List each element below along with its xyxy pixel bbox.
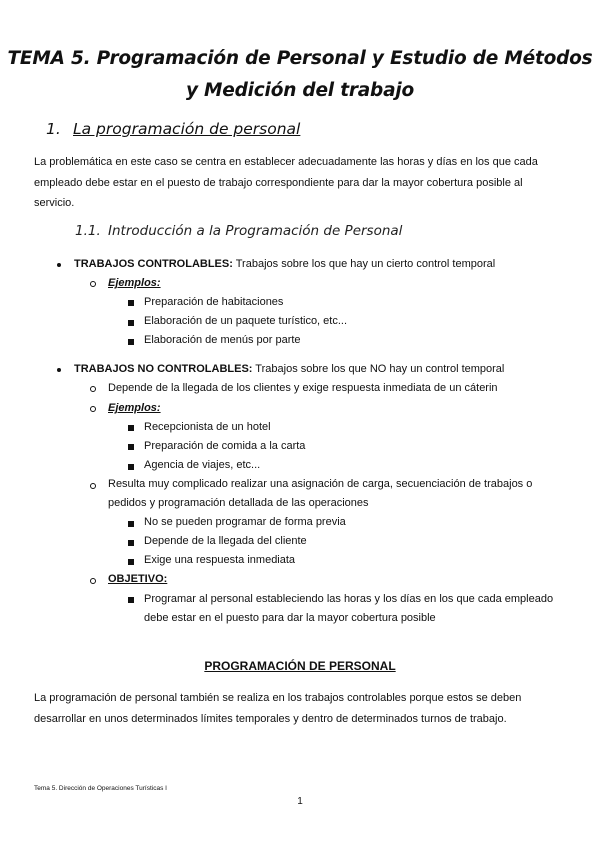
no-controlables-line <box>74 363 504 375</box>
no-controlables-ejemplo-item: Preparación de comida a la carta <box>144 440 306 452</box>
bullet-circle-icon <box>90 386 96 392</box>
bullet-square-icon <box>128 540 134 546</box>
resulta-item: No se pueden programar de forma previa <box>144 516 346 528</box>
programacion-heading: PROGRAMACIÓN DE PERSONAL <box>204 659 396 673</box>
section-1-1-number: 1.1. <box>75 223 101 239</box>
bullet-circle-icon <box>90 406 96 412</box>
controlables-ejemplos-label: Ejemplos: <box>108 277 161 289</box>
no-controlables-resulta-line: pedidos y programación detallada de las operaciones <box>108 497 369 509</box>
bullet-square-icon <box>128 320 134 326</box>
bullet-square-icon <box>128 597 134 603</box>
doc-title-line-1: TEMA 5. Programación de Personal y Estudio de Métodos <box>7 48 593 69</box>
paragraph-line: desarrollar en unos determinados límites temporales y dentro de determinados turnos de trabajo. <box>34 712 507 725</box>
bullet-square-icon <box>128 521 134 527</box>
bullet-square-icon <box>128 444 134 450</box>
paragraph-line: La programación de personal también se realiza en los trabajos controlables porque estos se deben <box>34 692 522 704</box>
bullet-circle-icon <box>90 578 96 584</box>
section-1-heading <box>46 120 446 142</box>
bullet-square-icon <box>128 300 134 306</box>
no-controlables-label: TRABAJOS NO CONTROLABLES: <box>74 363 253 375</box>
no-controlables-ejemplo-item: Recepcionista de un hotel <box>144 421 271 433</box>
no-controlables-ejemplo-item: Agencia de viajes, etc... <box>144 459 261 471</box>
controlables-text: Trabajos sobre los que hay un cierto control temporal <box>232 258 496 270</box>
bullet-circle-icon <box>90 483 96 489</box>
paragraph-line: La problemática en este caso se centra en establecer adecuadamente las horas y días en los que cada <box>34 156 538 168</box>
bullet-circle-icon <box>90 281 96 287</box>
no-controlables-text: Trabajos sobre los que NO hay un control temporal <box>252 363 505 375</box>
section-1-number: 1. <box>46 120 61 138</box>
objetivo-label: OBJETIVO: <box>108 573 168 585</box>
section-1-paragraph <box>34 152 574 214</box>
no-controlables-ejemplos-label: Ejemplos: <box>108 402 161 414</box>
bullet-square-icon <box>128 425 134 431</box>
controlables-ejemplo-item: Elaboración de un paquete turístico, etc... <box>144 315 348 327</box>
resulta-item: Exige una respuesta inmediata <box>144 554 296 566</box>
paragraph-line: servicio. <box>34 197 75 209</box>
objetivo-text-line: debe estar en el puesto para dar la mayor cobertura posible <box>144 612 436 624</box>
paragraph-line: empleado debe estar en el puesto de trabajo correspondiente para dar la mayor cobertura posible al <box>34 176 523 189</box>
no-controlables-resulta-line: Resulta muy complicado realizar una asignación de carga, secuenciación de trabajos o <box>108 478 533 490</box>
bullet-square-icon <box>128 339 134 345</box>
bullet-dot-icon <box>57 263 61 267</box>
controlables-ejemplo-item: Preparación de habitaciones <box>144 296 284 308</box>
footer-text: Tema 5. Dirección de Operaciones Turísticas I <box>34 785 167 792</box>
section-1-1-heading <box>75 223 475 243</box>
bullet-square-icon <box>128 464 134 470</box>
controlables-ejemplo-item: Elaboración de menús por parte <box>144 334 301 346</box>
bullet-dot-icon <box>57 368 61 372</box>
controlables-line <box>74 258 495 270</box>
programacion-paragraph <box>34 688 574 729</box>
controlables-label: TRABAJOS CONTROLABLES: <box>74 258 233 270</box>
resulta-item: Depende de la llegada del cliente <box>144 535 307 547</box>
page-number: 1 <box>297 796 303 807</box>
section-1-1-title: Introducción a la Programación de Personal <box>108 223 403 239</box>
section-1-title: La programación de personal <box>73 120 301 138</box>
doc-title-line-2: y Medición del trabajo <box>185 80 415 101</box>
no-controlables-depende: Depende de la llegada de los clientes y exige respuesta inmediata de un cáterin <box>108 382 498 394</box>
bullet-square-icon <box>128 559 134 565</box>
objetivo-text-line: Programar al personal estableciendo las horas y los días en los que cada empleado <box>144 593 554 605</box>
